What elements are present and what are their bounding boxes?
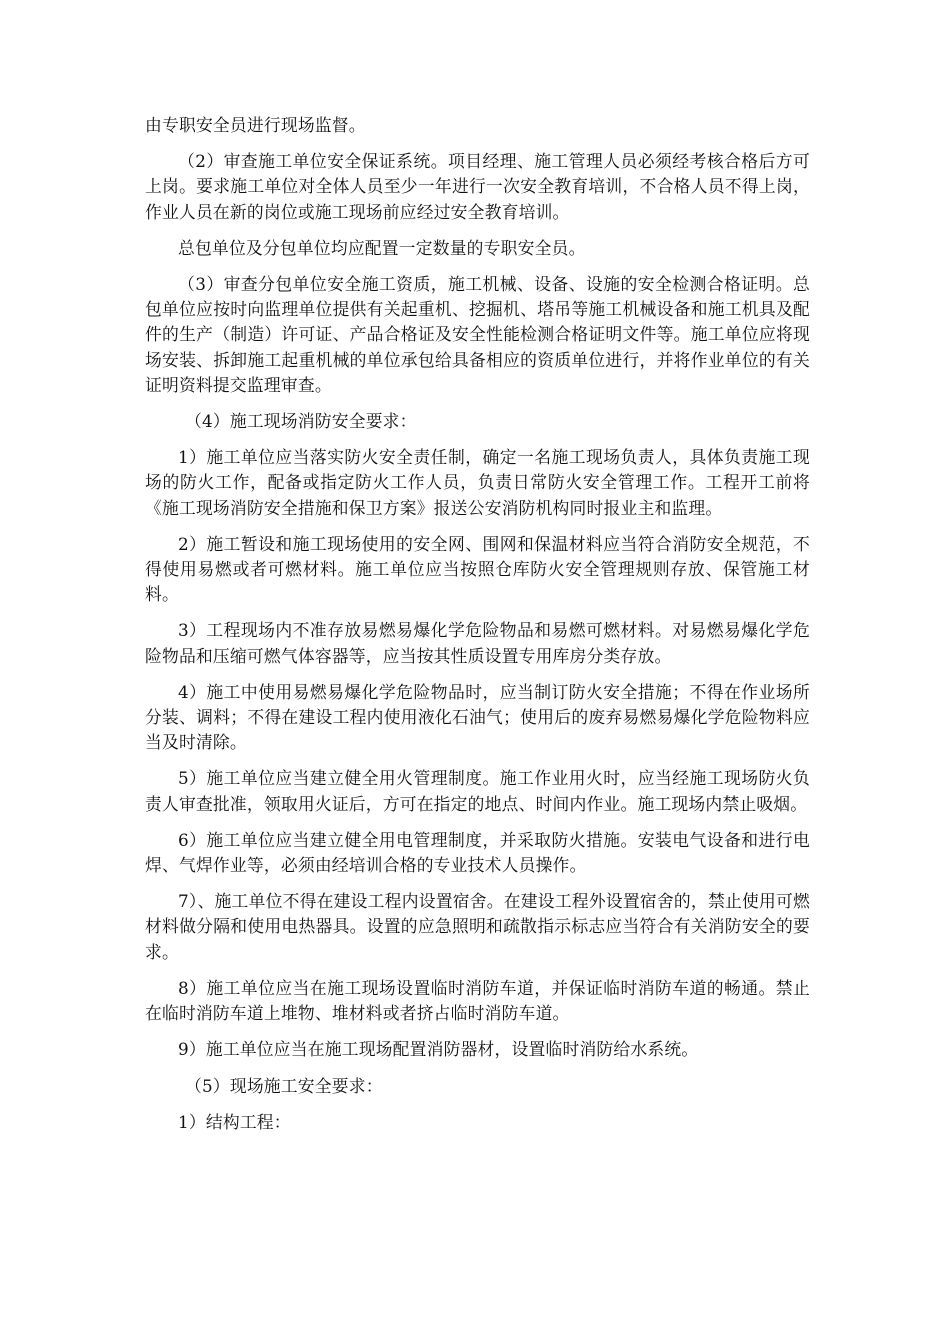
heading-site-safety: （5）现场施工安全要求： [185,1075,383,1096]
paragraph-item-3: （3）审查分包单位安全施工资质，施工机械、设备、设施的安全检测合格证明。总包单位应按时向监理单位提供有关起重机、挖掘机、塔吊等施工机械设备和施工机具及配件的生产（制造）许可证、产品合格证及安全性能检测合格证明文件等。施工单位应将现场安装、拆卸施工起重机械的单位承包给具备相应的资质单位进行，并将作业单位的有关证明资料提交监理审查。 [145,274,810,395]
heading-structural-work: 1）结构工程： [178,1111,291,1132]
paragraph-fire-1: 1）施工单位应当落实防火安全责任制，确定一名施工现场负责人，具体负责施工现场的防火工作，配备或指定防火工作人员，负责日常防火安全管理工作。工程开工前将《施工现场消防安全措施和保卫方案》报送公安消防机构同时报业主和监理。 [145,447,810,518]
paragraph-item-2: （2）审查施工单位安全保证系统。项目经理、施工管理人员必须经考核合格后方可上岗。要求施工单位对全体人员至少一年进行一次安全教育培训，不合格人员不得上岗，作业人员在新的岗位或施工现场前应经过安全教育培训。 [145,151,810,222]
paragraph-fire-6: 6）施工单位应当建立健全用电管理制度，并采取防火措施。安装电气设备和进行电焊、气焊作业等，必须由经培训合格的专业技术人员操作。 [145,829,810,876]
paragraph-fire-5: 5）施工单位应当建立健全用火管理制度。施工作业用火时，应当经施工现场防火负责人审查批准，领取用火证后，方可在指定的地点、时间内作业。施工现场内禁止吸烟。 [145,768,810,814]
paragraph-fire-2: 2）施工暂设和施工现场使用的安全网、围网和保温材料应当符合消防安全规范，不得使用易燃或者可燃材料。施工单位应当按照仓库防火安全管理规则存放、保管施工材料。 [145,533,810,605]
paragraph-continuation: 由专职安全员进行现场监督。 [145,115,366,135]
paragraph-fire-9: 9）施工单位应当在施工现场配置消防器材，设置临时消防给水系统。 [178,1039,699,1060]
paragraph-safety-staff: 总包单位及分包单位均应配置一定数量的专职安全员。 [178,237,586,258]
heading-fire-safety: （4）施工现场消防安全要求： [185,411,417,432]
paragraph-fire-7: 7）、施工单位不得在建设工程内设置宿舍。在建设工程外设置宿舍的，禁止使用可燃材料做分隔和使用电热器具。设置的应急照明和疏散指示标志应当符合有关消防安全的要求。 [145,891,810,962]
paragraph-fire-4: 4）施工中使用易燃易爆化学危险物品时，应当制订防火安全措施；不得在作业场所分装、调料；不得在建设工程内使用液化石油气；使用后的废弃易燃易爆化学危险物料应当及时清除。 [145,681,810,753]
paragraph-fire-8: 8）施工单位应当在施工现场设置临时消防车道，并保证临时消防车道的畅通。禁止在临时消防车道上堆物、堆材料或者挤占临时消防车道。 [145,977,810,1024]
paragraph-fire-3: 3）工程现场内不准存放易燃易爆化学危险物品和易燃可燃材料。对易燃易爆化学危险物品和压缩可燃气体容器等，应当按其性质设置专用库房分类存放。 [145,620,810,666]
